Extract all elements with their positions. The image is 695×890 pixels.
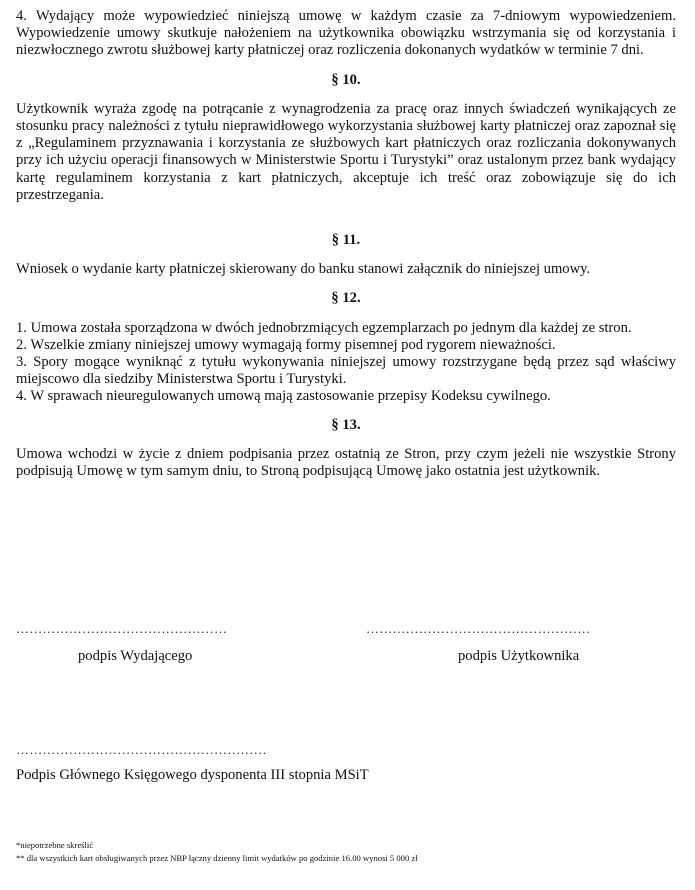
section-12-list [16, 320, 676, 406]
section-13-heading: § 13. [331, 416, 361, 433]
clause-4-paragraph: 4. Wydający może wypowiedzieć niniejszą umowę w każdym czasie za 7-dniowym wypowiedzeniem. Wypowiedzenie umowy skutkuje nałożeniem na użytkownika obowiązku wstrzymania się od korzystania i niezwłocznego zwrotu służbowej karty płatniczej oraz rozliczenia dokonanych wydatków w terminie 7 dni. [16, 8, 676, 59]
document-body [16, 8, 676, 480]
signature-label-accountant: Podpis Głównego Księgowego dysponenta III stopnia MSiT [16, 767, 369, 783]
footnote-1: *niepotrzebne skreślić [16, 840, 94, 850]
signature-line-issuer: ………………………………………… [16, 621, 228, 636]
list-item: 1. Umowa została sporządzona w dwóch jednobrzmiących egzemplarzach po jednym dla każdej ze stron. [16, 319, 632, 336]
section-11-text: Wniosek o wydanie karty płatniczej skierowany do banku stanowi załącznik do niniejszej umowy. [16, 261, 591, 278]
section-11-heading: § 11. [331, 232, 361, 249]
signature-label-issuer: podpis Wydającego [78, 648, 193, 664]
footnote-2: ** dla wszystkich kart obsługiwanych przez NBP łączny dzienny limit wydatków po godzinie 16.00 wynosi 5 000 zł [16, 853, 418, 863]
signature-label-user: podpis Użytkownika [458, 648, 580, 664]
footnotes [16, 839, 676, 865]
list-item: 2. Wszelkie zmiany niniejszej umowy wymagają formy pisemnej pod rygorem nieważności. [16, 336, 556, 353]
section-12-heading: § 12. [331, 290, 361, 307]
signature-line-user: …………………………………………… [366, 621, 591, 636]
section-10-heading: § 10. [331, 71, 361, 88]
section-10-text: Użytkownik wyraża zgodę na potrącanie z wynagrodzenia za pracę oraz innych świadczeń wynikających ze stosunku pracy należności z tytułu nieprawidłowego wykorzystania służbowej karty płatniczej oraz zapoznał się z „Regulaminem przyznawania i korzystania ze służbowych kart płatniczych oraz rozliczania dokonywanych przy ich użyciu operacji finansowych w Ministerstwie Sportu i Turystyki” oraz ustalonym przez bank wydający kartę regulaminem korzystania z kart płatniczych, akceptuje ich treść oraz zobowiązuje się do ich przestrzegania. [16, 100, 676, 203]
list-item: 4. W sprawach nieuregulowanych umową mają zastosowanie przepisy Kodeksu cywilnego. [16, 388, 551, 405]
list-item: 3. Spory mogące wyniknąć z tytułu wykonywania niniejszej umowy rozstrzygane będą przez sąd właściwy miejscowo dla siedziby Ministerstwa Sportu i Turystyki. [16, 354, 676, 388]
section-13-text: Umowa wchodzi w życie z dniem podpisania przez ostatnią ze Stron, przy czym jeżeli nie wszystkie Strony podpisują Umowę w tym samym dniu, to Stroną podpisującą Umowę jako ostatnia jest użytkownik. [16, 445, 676, 480]
signature-line-accountant: ………………………………………………… [16, 742, 267, 757]
